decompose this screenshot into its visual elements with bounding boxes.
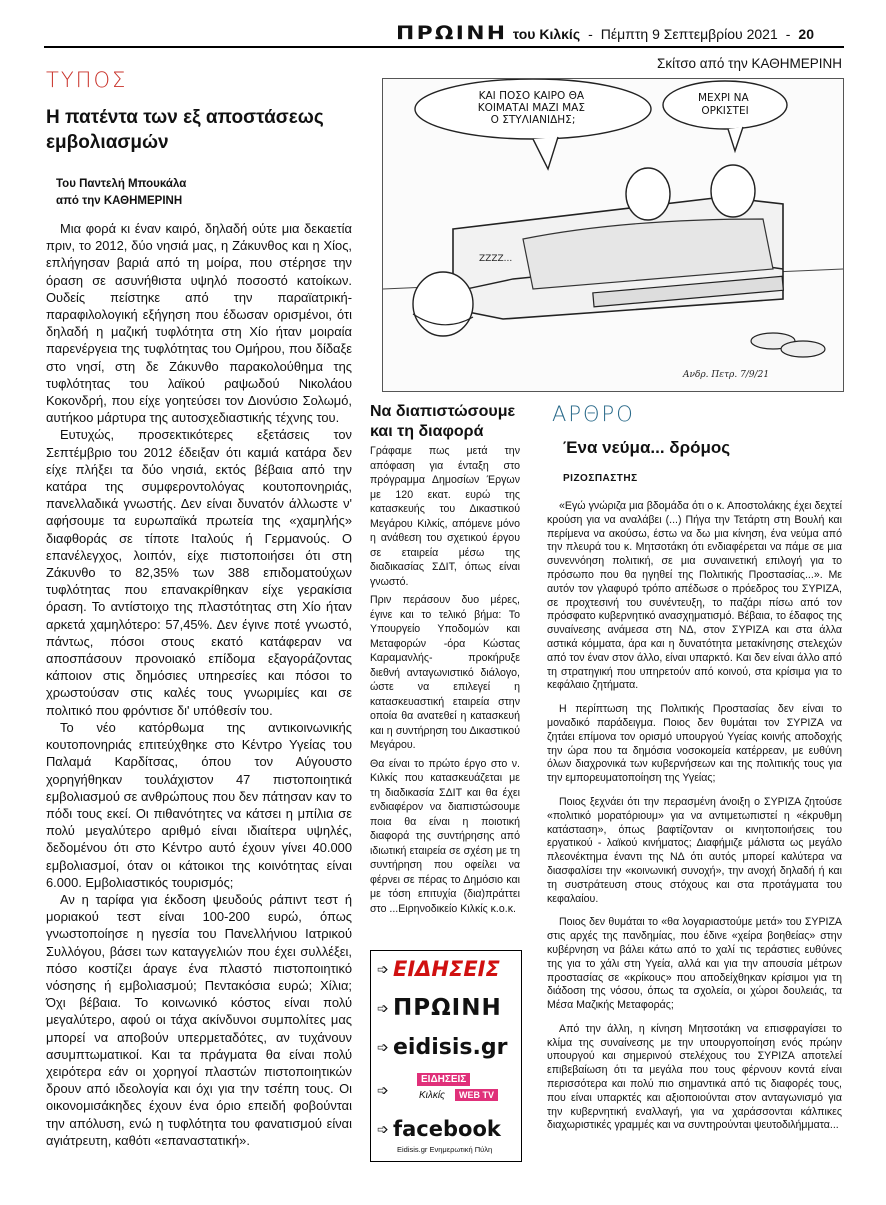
promo-eidiseis: ΕΙΔΗΣΕΙΣ — [393, 957, 500, 981]
promo-proini: ΠΡΩΙΝΗ — [393, 995, 502, 1021]
figure-head-right — [711, 165, 755, 217]
opinion-source: ΡΙΖΟΣΠΑΣΤΗΣ — [563, 473, 638, 484]
promo-row-webtv[interactable] — [371, 1073, 521, 1107]
brief-paragraph: Θα είναι το πρώτο έργο στο ν. Κιλκίς που κατασκευάζεται με τη διαδικασία ΣΔΙΤ και θα έχει ενδιαφέρον να διαπιστώσουμε ποια θα είναι η ποιοτική διαφορά της συντήρησης από ιδιωτική εταιρεία σε σχέση με τη συντήρηση που οφείλει να φέρνει σε πέρας το Δημόσιο και με τόση επιτυχία (δια)πράττει στο ...Ειρηνοδικείο Κιλκίς κ.ο.κ. — [370, 757, 520, 915]
promo-row-proini — [371, 995, 521, 1021]
cartoon-drawing — [383, 79, 843, 391]
webtv-badge: WEB TV — [455, 1089, 498, 1101]
article-title: Η πατέντα των εξ αποστάσεως εμβολιασμών — [46, 107, 324, 153]
webtv-eidiseis: ΕΙΔΗΣΕΙΣ — [417, 1073, 470, 1086]
svg-text:ΚΑΙ ΠΟΣΟ ΚΑΙΡΟ ΘΑ ΚΟΙΜΑΤ: ΚΑΙ ΠΟΣΟ ΚΑΙΡΟ ΘΑ ΚΟΙΜΑΤΑΙ ΜΑΖΙ ΜΑΣ Ο ΣΤΥΛΙΑΝΙΔΗΣ; — [477, 90, 585, 126]
webtv-kilkis: Κιλκίς — [419, 1090, 445, 1101]
opinion-body — [547, 500, 842, 1143]
promo-row-eidiseis — [371, 957, 521, 981]
arrow-right-icon: ➩ — [377, 999, 389, 1016]
promo-row-facebook[interactable] — [371, 1117, 521, 1141]
article-paragraph: Μια φορά κι έναν καιρό, δηλαδή ούτε μια δεκαετία πριν, το 2012, δύο νησιά μας, η Ζάκυνθος και η Χίος, επλήγησαν βαριά από τη μοίρα, που στέρησε την όραση σε ασυνήθιστα υψηλό ποσοστό κατοίκων. Ουδείς πείστηκε από την παραϊατρική-παραφιλολογική εξήγηση που έδωσαν ορισμένοι, ότι δηλαδή η μαζική τυφλότητα στη Χίο ήταν μοιραία παρενέργεια της τυφλότητας του Ομήρου, που δίδαξε στο νησί, στη δε Ζάκυνθο παρακολούθημα της τυφλότητας του λαϊκού ραψωδού Νικολάου Κοκονδρή, που είχε γοητεύσει τον Διονύσιο Σολωμό, αυτήκοο μάρτυρα της αυτοσχεδιαστικής τέχνης του. — [46, 221, 352, 426]
promo-facebook-link[interactable]: facebook — [393, 1117, 501, 1141]
promo-eidisis-link[interactable]: eidisis.gr — [393, 1035, 508, 1060]
opinion-paragraph: Από την άλλη, η κίνηση Μητσοτάκη να επισφραγίσει το κλίμα της συναίνεσης με την υπουργοποίηση ενός πρώην υπουργού και σημερινού στελέχους του ΣΥΡΙΖΑ αποτελεί επιβεβαίωση ότι τα μεγάλα που τους φέρνουν κοντά είναι περισσότερα και πολύ πιο σημαντικά από τις διαφορές τους, που είναι υπαρκτές και αξιοποιούνται στον ανταγωνισμό για την κυβερνητική εναλλαγή, για να χαράσσονται κάλπικες διαχωριστικές γραμμές και να συντηρούνται ψευτοδιλήμματα... — [547, 1022, 842, 1132]
section-label-arthro: ΑΡΘΡΟ — [552, 402, 635, 426]
masthead-subtitle: του Κιλκίς — [512, 26, 581, 42]
figure-head-left — [626, 168, 670, 220]
promo-facebook-sub: Eidisis.gr Ενημερωτική Πύλη — [397, 1145, 493, 1154]
masthead: ΠΡΩΙΝΗ — [396, 22, 508, 44]
byline-source: από την ΚΑΘΗΜΕΡΙΝΗ — [56, 195, 183, 207]
promo-box[interactable] — [370, 950, 522, 1162]
arrow-right-icon: ➩ — [377, 1081, 389, 1098]
cartoon-caption: Σκίτσο από την ΚΑΘΗΜΕΡΙΝΗ — [656, 56, 842, 71]
opinion-paragraph: Η περίπτωση της Πολιτικής Προστασίας δεν είναι το μοναδικό παράδειγμα. Ποιος δεν θυμάται τον ΣΥΡΙΖΑ να ζητάει επίμονα τον ορισμό υπουργού Υγείας κοινής αποδοχής την ώρα που τα δημόσια νοσοκομεία κατέρρεαν, με ευθύνη όλων διαχρονικά των κυβερνήσεων και της πολιτικής τους για την εμπορευματοποίηση της Υγείας; — [547, 703, 842, 785]
arrow-right-icon: ➩ — [377, 960, 389, 977]
svg-text:ΜΕΧΡΙ ΝΑ ΟΡΚΙΣΤΕΙ: ΜΕΧΡΙ ΝΑ ΟΡΚΙΣΤΕΙ — [697, 92, 749, 117]
separator: - — [588, 26, 593, 42]
section-label-typos: ΤΥΠΟΣ — [46, 68, 128, 92]
arrow-right-icon: ➩ — [377, 1120, 389, 1137]
arrow-right-icon: ➩ — [377, 1039, 389, 1055]
opinion-paragraph: Ποιος δεν θυμάται το «θα λογαριαστούμε μετά» του ΣΥΡΙΖΑ στις αρχές της πανδημίας, που έδινε «χείρα βοηθείας» στην κυβέρνηση να βάλει κάτω από το χαλί τις τεράστιες ευθύνες της για το χάλι στη Υγεία, αλλά και για την απουσία μέτρων προστασίας σε «κρίκους» που αποδείχθηκαν κρίσιμοι για τη διάδοση της νόσου, όπως τα σχολεία, οι χώροι δουλειάς, τα Μέσα Μαζικής Μεταφοράς; — [547, 916, 842, 1012]
svg-text:Ανδρ. Πετρ. 7/9/21: Ανδρ. Πετρ. 7/9/21 — [683, 370, 770, 380]
sleeping-figure-head — [413, 272, 473, 336]
webtv-logo[interactable] — [417, 1073, 501, 1107]
article-paragraph: Ευτυχώς, προσεκτικότερες εξετάσεις τον Σεπτέμβριο του 2012 έδειξαν ότι καμιά κατάρα δεν είχε πλήξει τα δύο νησιά, εκτός βέβαια από την κατάρα της συμφεροντολόγας κουτοπονηριάς, πανελλαδικά γνωστής. Δεν είναι δυνατόν άλλωστε ν' αφήσουμε τα ευρωπαϊκά πρωτεία της «χαμηλής» διαφθοράς σε τίποτε Ιταλούς ή Γερμανούς. Ο επανέλεγχος, λοιπόν, είχε πιστοποιήσει ότι στη Ζάκυνθο το 82,35% των 388 επιδοματούχων τυφλότητας που επανακρίθηκαν είχε γερακίσια όραση. Το αντίστοιχο της πλαστότητας στη Χίο ήταν αρκετά χαμηλότερο: 57,45%. Δεν έγινε ποτέ γνωστό, πάντως, πόσοι στους εκατό κατάφεραν να αποσπάσουν προνοιακό επίδομα εξαγοράζοντας κάποιον στις δημόσιες υπηρεσίες και πόσοι το χρωστούσαν στις καλές τους γνωριμίες και σε πολιτικό που φρόντισε δι' υπόθεσίν του. — [46, 427, 352, 718]
svg-text:ZZZZ...: ZZZZ... — [479, 254, 513, 264]
separator: - — [785, 26, 791, 42]
opinion-title: Ένα νεύμα... δρόμος — [563, 438, 731, 457]
brief-paragraph: Πριν περάσουν δυο μέρες, έγινε και το τελικό βήμα: Το Υπουργείο Υποδομών και Μεταφορών -όρα Κώστας Καραμανλής- προκήρυξε διεθνή ανταγωνιστικό διάλογο, ώστε να επιλεγεί η κατασκευαστική εταιρεία στην οποία θα ανατεθεί η κατασκευή και η συντήρηση του Δικαστικού Μεγάρου. — [370, 594, 520, 751]
byline — [56, 176, 186, 210]
page-header — [44, 20, 844, 48]
brief-title: Να διαπιστώσουμε και τη διαφορά — [370, 403, 516, 440]
promo-row-eidisis[interactable] — [371, 1035, 521, 1060]
page-number: 20 — [798, 26, 814, 42]
issue-date: Πέμπτη 9 Σεπτεμβρίου 2021 — [600, 26, 778, 42]
opinion-paragraph: Ποιος ξεχνάει ότι την περασμένη άνοιξη ο ΣΥΡΙΖΑ ζητούσε «πολιτικό μορατόριουμ» για να αντιμετωπιστεί η «έκρυθμη κατάσταση», όπως βαφτίζονταν οι κινητοποιήσεις του εργατικού - λαϊκού κινήματος; Διαφήμιζε μάλιστα ως μεγάλο πλεονέκτημα έναντι της ΝΔ ότι αυτός μπορεί καλύτερα να διασφαλίσει την «κοινωνική συνοχή», την ανοχή δηλαδή ή και τη συστράτευση στους στόχους και στα προτάγματα του κεφαλαίου. — [547, 795, 842, 905]
article-body — [46, 220, 352, 1149]
byline-author: Του Παντελή Μπουκάλα — [56, 178, 187, 190]
article-paragraph: Αν η ταρίφα για έκδοση ψευδούς ράπιντ τεστ ή μοριακού τεστ είναι 100-200 ευρώ, όπως γνωστοποίησε η ηγεσία του Πανελλήνιου Ιατρικού Συλλόγου, βάσει των καταγγελιών που έχει συλλέξει, πόσο κοστίζει άραγε ένα πλαστό πιστοποιητικό νόσησης ή εμβολιασμού; Πεντακόσια ευρώ; Χίλια; Όχι βέβαια. Το κοινωνικό κόστος είναι πολύ μεγαλύτερο, αφού οι τάχα ακίνδυνοι συμπολίτες μας μπορεί να αποβούν υπερμεταδότες, αν τυχάνουν ασυμπτωματικοί. Και τα πράγματα θα είναι πολύ χειρότερα εάν οι χορηγοί πλαστών πιστοποιητικών δρουν από ιδεολογία και όχι για την τσέπη τους. Οι οικονομισάκηδες έχουν ένα όριο επειδή φοβούνται την απόλυση, ενώ η τυφλότητα του φανατισμού είναι αγιάτρευτη, καθότι «επαναστατική». — [46, 891, 352, 1148]
opinion-paragraph: «Εγώ γνώριζα μια βδομάδα ότι ο κ. Αποστολάκης έχει δεχτεί κρούση για να αναλάβει (...) Πήγα την Τετάρτη στη Βουλή και περίμενα να ακούσω, έστω να δω μια κίνηση, ένα νεύμα από την πλευρά του κ. Μητσοτάκη ότι ενδιαφέρεται να πάμε σε μια συνεννόηση πολιτική, σε μια συναινετική επιλογή για το πρόσωπο που θα ηγηθεί της Πολιτικής Προστασίας...». Με αυτόν τον γλαφυρό τρόπο απέδωσε ο πρόεδρος του ΣΥΡΙΖΑ, σε προχτεσινή του συνέντευξη, το παζάρι πίσω από τον πρόσφατο κυβερνητικό ανασχηματισμό. Βέβαια, το έδαφος της συναίνεσης ανάμεσα στη ΝΔ, στον ΣΥΡΙΖΑ και στα άλλα αστικά κόμματα, άρα και η δυνατότητα μετακίνησης στελεχών από τον έναν στον άλλο, είναι υπαρκτό. Και δεν είναι άλλο από τη στρατηγική που υπηρετούν από κοινού, στα κρίσιμα για το κεφάλαιο ζητήματα. — [547, 500, 842, 692]
cartoon — [382, 78, 844, 392]
article-paragraph: Το νέο κατόρθωμα της αντικοινωνικής κουτοπονηριάς επιτεύχθηκε στο Κέντρο Υγείας του Παλαμά Καρδίτσας, όπου τον Αύγουστο χορηγήθηκαν τουλάχιστον 47 πιστοποιητικά εμβολιασμού σε ανθρώπους που δεν πάτησαν καν το πόδι τους εκεί. Οι πιθανότητες να κάτσει η μπίλια σε πολύ μεγαλύτερο αριθμό είναι ιδιαίτερα υψηλές, δεδομένου ότι στο Κέντρο αυτό έχουν γίνει 40.000 εμβολιασμοί, όταν οι κάτοικοι της κοινότητας είναι 6.000. Εμβολιαστικός τουρισμός; — [46, 719, 352, 890]
brief-paragraph: Γράφαμε πως μετά την απόφαση για ένταξη στο πρόγραμμα Δημοσίων Έργων με 120 εκατ. ευρώ της κατασκευής του Δικαστικού Μεγάρου Κιλκίς, απόμενε μόνο η ανάθεση του σχετικού έργου σε εταιρεία μέσω της διαδικασίας ΣΔΙΤ, όπως είναι γνωστό. — [370, 445, 520, 588]
brief-body — [370, 444, 520, 920]
